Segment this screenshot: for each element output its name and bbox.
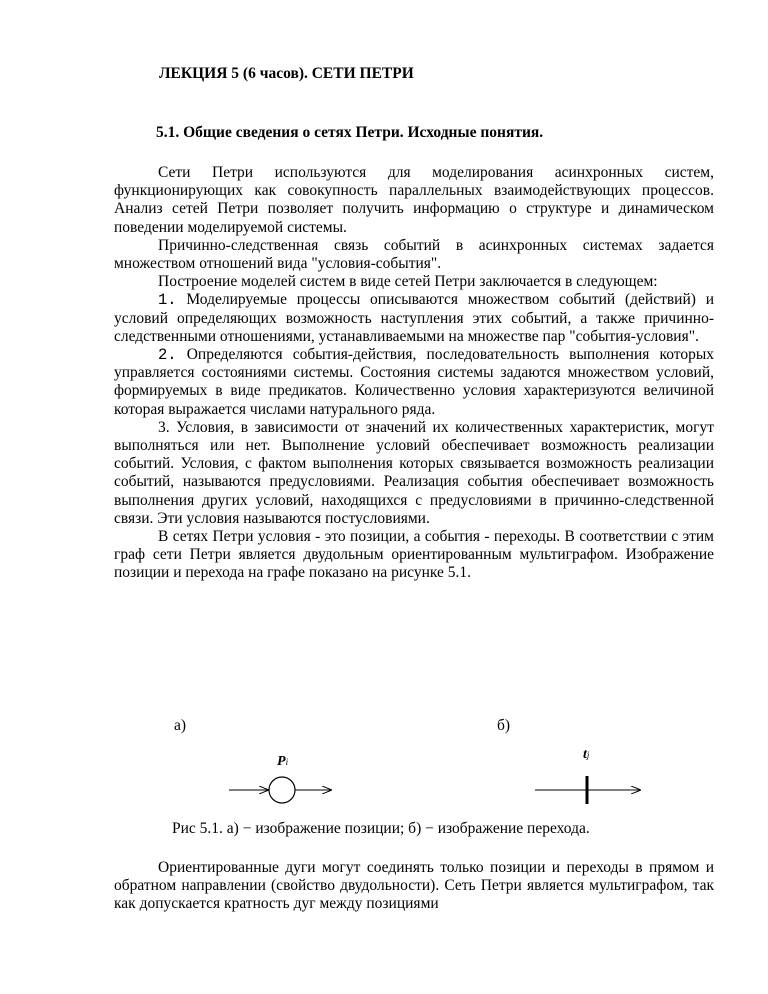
figure-label-b: б) (497, 717, 511, 734)
lecture-title: ЛЕКЦИЯ 5 (6 часов). СЕТИ ПЕТРИ (159, 65, 414, 82)
list-item-1 (114, 291, 714, 346)
list-item-2 (114, 346, 714, 419)
place-label (277, 752, 288, 770)
paragraph-2: Причинно-следственная связь событий в асинхронных системах задается множеством отношений вида "условия-события". (114, 236, 714, 273)
paragraph-5: Ориентированные дуги могут соединять только позиции и переходы в прямом и обратном направлении (свойство двудольности). Сеть Петри является мультиграфом, так как допускается кратность дуг между позициями (114, 859, 714, 913)
tail-text (114, 859, 714, 914)
figure-petri-elements (0, 740, 768, 810)
body-text (114, 164, 714, 583)
section-title: 5.1. Общие сведения о сетях Петри. Исходные понятия. (156, 124, 544, 141)
list-item-2-number: 2. (158, 346, 177, 365)
paragraph-4: В сетях Петри условия - это позиции, а события - переходы. В соответствии с этим граф сети Петри является двудольным ориентированным мультиграфом. Изображение позиции и перехода на графе показано на рисунке 5.1. (114, 528, 714, 582)
list-item-2-text: Определяются события-действия, последовательность выполнения которых управляется состояниями системы. Состояния системы задаются множеством условий, формируемых в виде предикатов. Количественно условия характеризуются величиной которая выражается числами натурального ряда. (114, 346, 715, 418)
list-item-1-text: Моделируемые процессы описываются множеством событий (действий) и условий определяющих возможность наступления этих событий, а также причинно-следственными отношениями, устанавливаемыми на множестве пар "события-условия". (114, 291, 714, 345)
list-item-1-number: 1. (158, 291, 177, 310)
place-subscript: i (285, 757, 289, 767)
transition-subscript: j (586, 750, 590, 760)
list-item-3: 3. Условия, в зависимости от значений их количественных характеристик, могут выполняться или нет. Выполнение условий обеспечивает возможность реализации событий. Условия, с фактом выполнения которых связывается возможность реализации событий, называются предусловиями. Реализация события обеспечивает возможность выполнения других условий, находящихся с предусловиями в причинно-следственной связи. Эти условия называются постусловиями. (114, 418, 714, 527)
figure-label-a: а) (174, 717, 187, 734)
transition-symbol: t (583, 747, 587, 762)
place-circle-icon (269, 777, 295, 803)
paragraph-1: Сети Петри используются для моделирования асинхронных систем, функционирующих как совокупность параллельных взаимодействующих процессов. Анализ сетей Петри позволяет получить информацию о структуре и динамическом поведении моделируемой системы. (114, 164, 714, 236)
paragraph-3: Построение моделей систем в виде сетей Петри заключается в следующем: (158, 273, 658, 291)
place-symbol: P (277, 754, 286, 769)
transition-label (583, 745, 589, 763)
figure-caption: Рис 5.1. а) − изображение позиции; б) − изображение перехода. (172, 820, 590, 837)
